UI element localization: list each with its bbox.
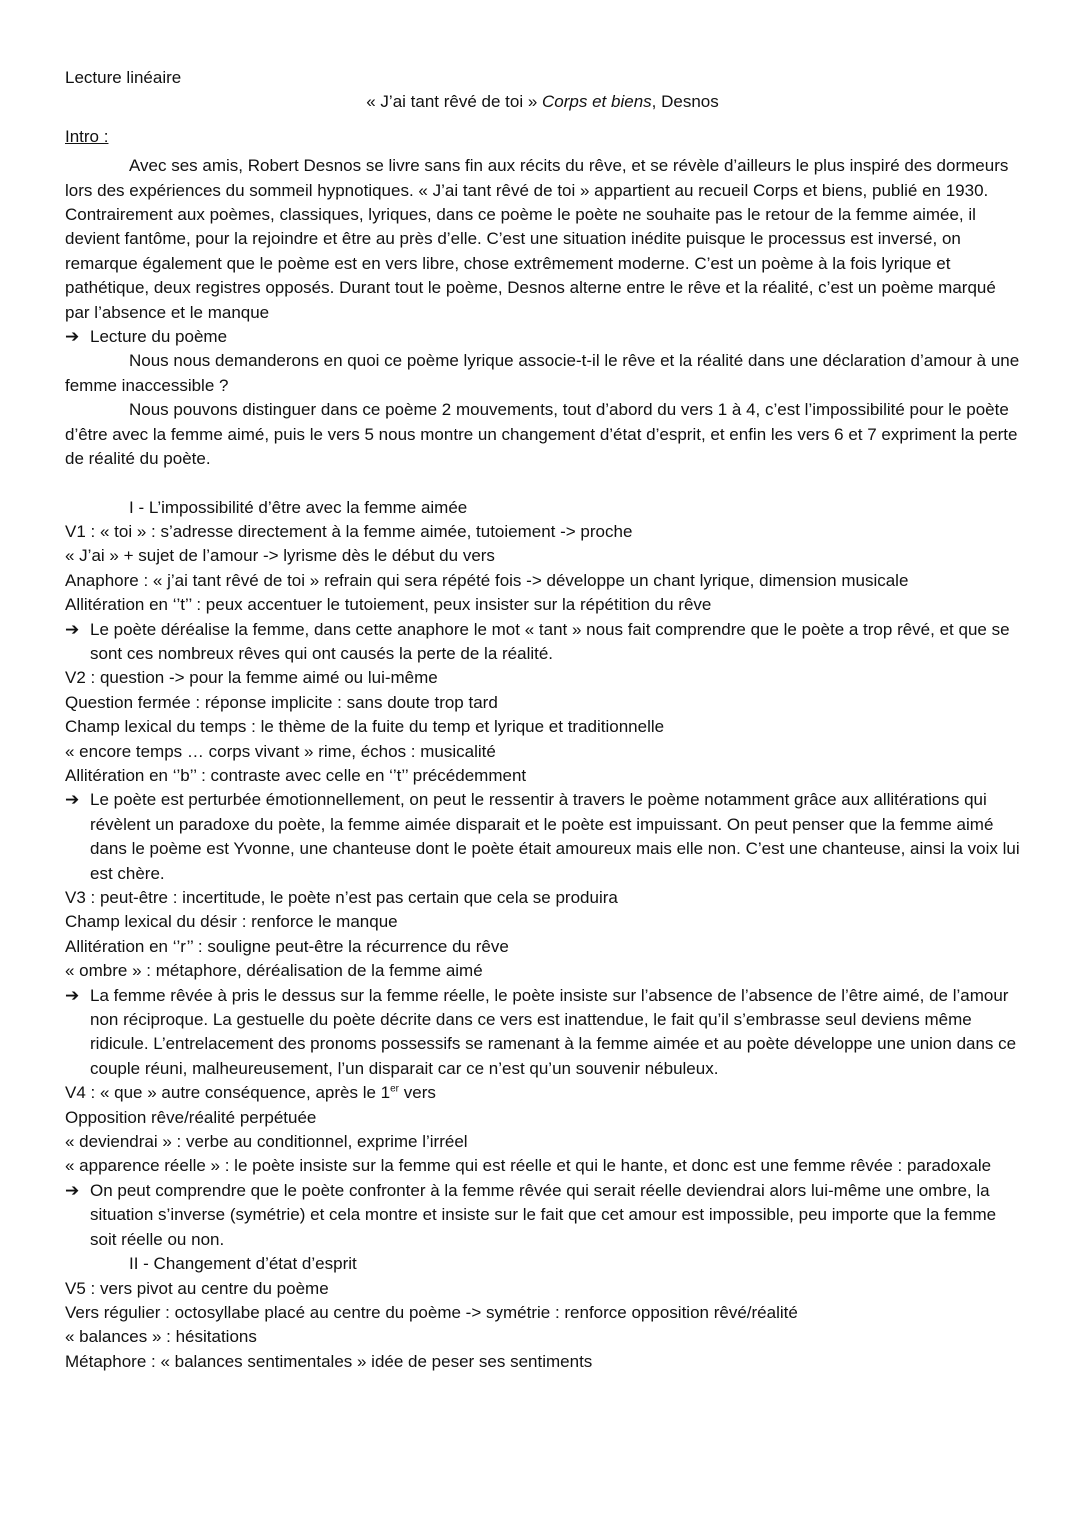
arrow-item — [65, 618, 1020, 667]
note-line: Champ lexical du désir : renforce le manque — [65, 912, 398, 932]
arrow-item — [65, 325, 1020, 349]
arrow-icon: ➔ — [65, 619, 80, 639]
note-line: Allitération en ‘’r’’ : souligne peut-être la récurrence du rêve — [65, 936, 509, 956]
note-line: V1 : « toi » : s’adresse directement à la femme aimée, tutoiement -> proche — [65, 521, 633, 541]
note-line: Allitération en ‘’b’’ : contraste avec celle en ‘’t’’ précédemment — [65, 765, 527, 785]
intro-paragraph: Avec ses amis, Robert Desnos se livre sans fin aux récits du rêve, et se révèle d’ailleurs le plus inspiré des dormeurs lors des expériences du sommeil hypnotiques. « J’ai tant rêvé de toi » appartient au recueil Corps et biens, publié en 1930. Contrairement aux poèmes, classiques, lyriques, dans ce poème le poète ne souhaite pas le retour de la femme aimée, il devient fantôme, pour la rejoindre et être au près d’elle. C’est une situation inédite puisque le processus est inversé, on remarque également que le poème est en vers libre, chose extrêmement moderne. C’est un poème à la fois lyrique et pathétique, deux registres opposés. Durant tout le poème, Desnos alterne entre le rêve et la réalité, c’est un poème marqué par l’absence et le manque — [65, 156, 1009, 322]
problematique: Nous nous demanderons en quoi ce poème lyrique associe-t-il le rêve et la réalité dans une déclaration d’amour à une femme inaccessible ? — [65, 351, 1020, 395]
note-line: « balances » : hésitations — [65, 1327, 257, 1347]
note-line: Métaphore : « balances sentimentales » idée de peser ses sentiments — [65, 1351, 593, 1371]
v4-notes — [65, 1081, 1020, 1179]
note-line: « encore temps … corps vivant » rime, échos : musicalité — [65, 741, 496, 761]
note-line: Opposition rêve/réalité perpétuée — [65, 1107, 317, 1127]
arrow-icon: ➔ — [65, 327, 80, 347]
note-line: Question fermée : réponse implicite : sans doute trop tard — [65, 692, 498, 712]
note-line: V3 : peut-être : incertitude, le poète n’est pas certain que cela se produira — [65, 888, 618, 907]
document-page — [65, 66, 1020, 1374]
title-book: Corps et biens — [542, 92, 652, 112]
arrow-icon: ➔ — [65, 790, 80, 810]
title-quote: « J’ai tant rêvé de toi » — [366, 92, 538, 112]
arrow-text: La femme rêvée à pris le dessus sur la femme réelle, le poète insiste sur l’absence de l’absence de l’être aimé, de l’amour non réciproque. La gestuelle du poète décrite dans ce vers est inattendue, le fait qu’il s’embrasse seul deviens même ridicule. L’entrelacement des pronoms possessifs se ramenant à la femme aimée et au poète développe une union dans ce couple réuni, malheureusement, l’un disparait car ce n’est qu’un souvenir nébuleux. — [90, 985, 1017, 1078]
arrow-item — [65, 1179, 1020, 1252]
section-heading-1: I - L’impossibilité d’être avec la femme aimée — [129, 497, 468, 517]
v5-notes — [65, 1277, 1020, 1375]
v3-notes — [65, 886, 1020, 984]
document-title — [65, 90, 1020, 114]
note-line: Vers régulier : octosyllabe placé au centre du poème -> symétrie : renforce opposition rêvé/réalité — [65, 1302, 798, 1322]
intro-heading: Intro : — [65, 126, 109, 146]
v2-notes — [65, 666, 1020, 788]
note-line: « ombre » : métaphore, déréalisation de la femme aimé — [65, 961, 483, 981]
arrow-icon: ➔ — [65, 985, 80, 1005]
note-line: Allitération en ‘’t’’ : peux accentuer le tutoiement, peux insister sur la répétition du rêve — [65, 595, 712, 615]
note-line: « J’ai » + sujet de l’amour -> lyrisme dès le début du vers — [65, 546, 495, 566]
note-line: Champ lexical du temps : le thème de la fuite du temp et lyrique et traditionnelle — [65, 717, 665, 737]
doc-type-label: Lecture linéaire — [65, 68, 182, 87]
arrow-text: Le poète déréalise la femme, dans cette anaphore le mot « tant » nous fait comprendre que le poète a trop rêvé, et que se sont ces nombreux rêves qui ont causés la perte de la réalité. — [90, 619, 1010, 663]
arrow-text: Lecture du poème — [90, 327, 228, 347]
arrow-text: Le poète est perturbée émotionnellement, on peut le ressentir à travers le poème notamment grâce aux allitérations qui révèlent un paradoxe du poète, la femme aimée disparait et le poète est impuissant. On peut penser que la femme aimé dans le poème est Yvonne, une chanteuse dont le poète était amoureux mais elle non. C’est une chanteuse, ainsi la voix lui est chère. — [90, 790, 1020, 883]
note-line: V5 : vers pivot au centre du poème — [65, 1278, 329, 1298]
note-line: « deviendrai » : verbe au conditionnel, exprime l’irréel — [65, 1132, 468, 1152]
arrow-text: On peut comprendre que le poète confronter à la femme rêvée qui serait réelle deviendrai alors lui-même une ombre, la situation s’inverse (symétrie) et cela montre et insiste sur le fait que cet amour est impossible, peu importe que la femme soit réelle ou non. — [90, 1180, 997, 1249]
v1-notes — [65, 520, 1020, 618]
section-heading-2: II - Changement d’état d’esprit — [129, 1254, 357, 1274]
note-line: V2 : question -> pour la femme aimé ou lui-même — [65, 668, 438, 688]
title-author: , Desnos — [651, 92, 719, 112]
note-line: « apparence réelle » : le poète insiste sur la femme qui est réelle et qui le hante, et donc est une femme rêvée : paradoxale — [65, 1156, 992, 1176]
arrow-icon: ➔ — [65, 1180, 80, 1200]
plan-paragraph: Nous pouvons distinguer dans ce poème 2 mouvements, tout d’abord du vers 1 à 4, c’est l’impossibilité pour le poète d’être avec la femme aimé, puis le vers 5 nous montre un changement d’état d’esprit, et enfin les vers 6 et 7 expriment la perte de réalité du poète. — [65, 400, 1018, 469]
note-line: Anaphore : « j’ai tant rêvé de toi » refrain qui sera répété fois -> développe un chant lyrique, dimension musicale — [65, 570, 909, 590]
arrow-item — [65, 788, 1020, 886]
arrow-item — [65, 984, 1020, 1082]
note-line: V4 : « que » autre conséquence, après le 1er vers — [65, 1083, 436, 1103]
